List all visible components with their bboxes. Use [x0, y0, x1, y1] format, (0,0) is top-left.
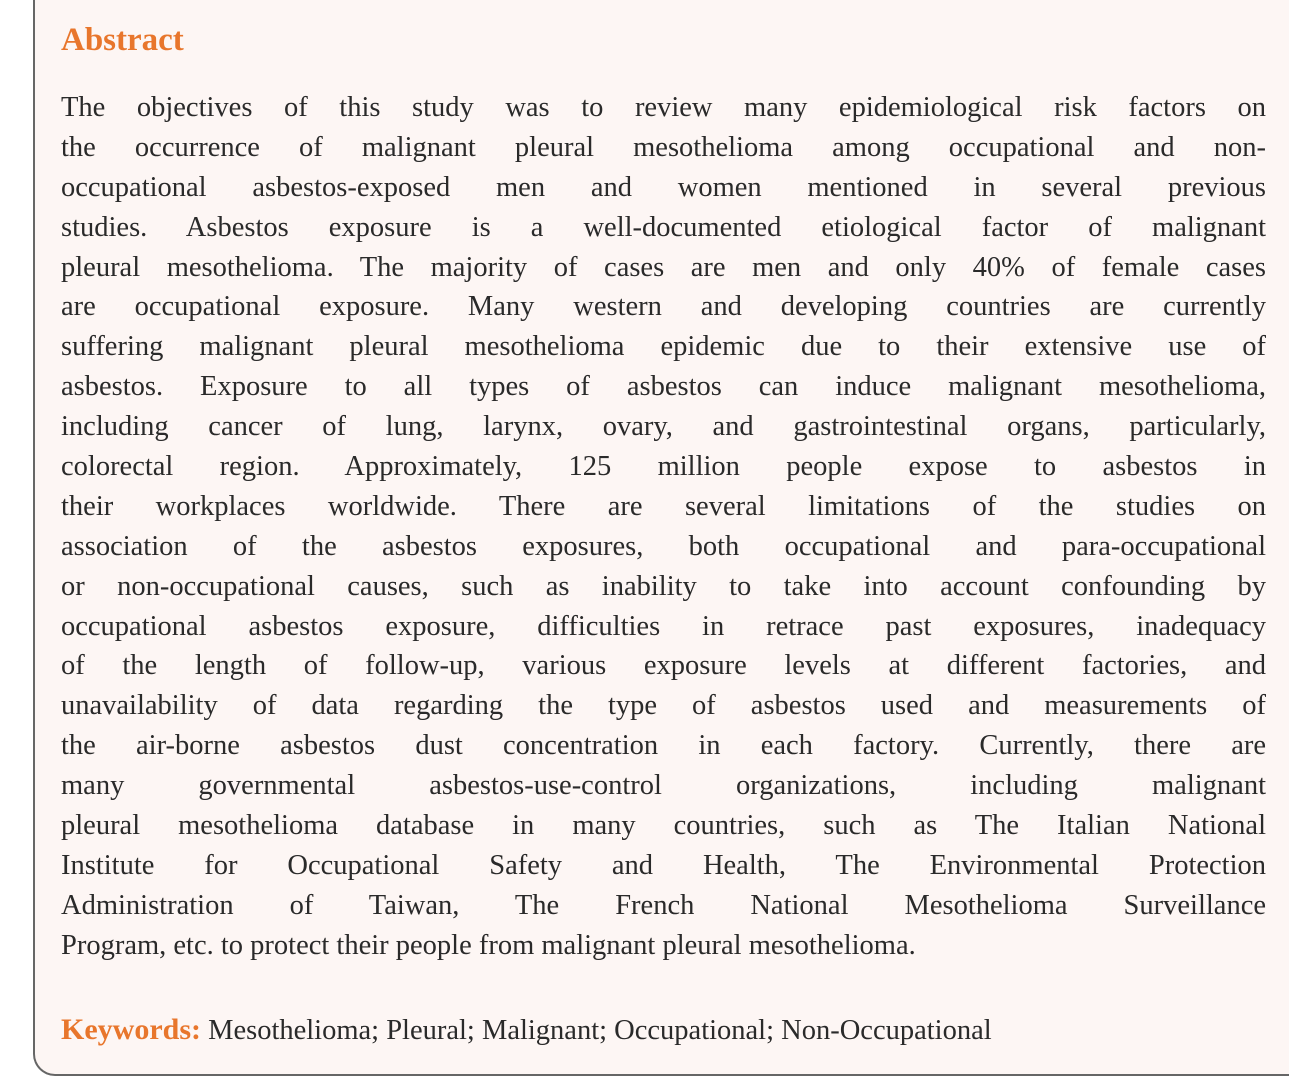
abstract-line: unavailability of data regarding the type of asbestos used and measurements of: [61, 690, 1266, 722]
abstract-line: are occupational exposure. Many western and developing countries are currently: [61, 291, 1266, 323]
abstract-line: the air-borne asbestos dust concentration in each factory. Currently, there are: [61, 730, 1266, 762]
abstract-line: their workplaces worldwide. There are several limitations of the studies on: [61, 490, 1266, 522]
abstract-line: association of the asbestos exposures, both occupational and para-occupational: [61, 530, 1266, 562]
abstract-line: suffering malignant pleural mesothelioma epidemic due to their extensive use of: [61, 331, 1266, 363]
abstract-line: or non-occupational causes, such as inability to take into account confounding by: [61, 570, 1266, 602]
abstract-line: pleural mesothelioma database in many countries, such as The Italian National: [61, 810, 1266, 842]
abstract-line: occupational asbestos exposure, difficulties in retrace past exposures, inadequacy: [61, 610, 1266, 642]
abstract-line: studies. Asbestos exposure is a well-documented etiological factor of malignant: [61, 211, 1266, 243]
abstract-body: [61, 88, 1266, 966]
abstract-line: asbestos. Exposure to all types of asbestos can induce malignant mesothelioma,: [61, 371, 1266, 403]
abstract-line: Program, etc. to protect their people from malignant pleural mesothelioma.: [61, 929, 916, 961]
abstract-line: of the length of follow-up, various exposure levels at different factories, and: [61, 650, 1266, 682]
keywords-label: Keywords:: [61, 1013, 201, 1046]
abstract-line: colorectal region. Approximately, 125 million people expose to asbestos in: [61, 451, 1266, 483]
abstract-line: occupational asbestos-exposed men and women mentioned in several previous: [61, 171, 1266, 203]
abstract-line: the occurrence of malignant pleural mesothelioma among occupational and non-: [61, 131, 1266, 163]
abstract-line: many governmental asbestos-use-control organizations, including malignant: [61, 770, 1266, 802]
abstract-line: Administration of Taiwan, The French National Mesothelioma Surveillance: [61, 889, 1266, 921]
abstract-heading: Abstract: [61, 22, 184, 58]
abstract-line: pleural mesothelioma. The majority of cases are men and only 40% of female cases: [61, 251, 1266, 283]
abstract-line: including cancer of lung, larynx, ovary, and gastrointestinal organs, particularly,: [61, 411, 1266, 443]
abstract-line: Institute for Occupational Safety and Health, The Environmental Protection: [61, 849, 1266, 881]
keywords: [61, 1010, 992, 1051]
keywords-value: Mesothelioma; Pleural; Malignant; Occupational; Non-Occupational: [208, 1015, 992, 1046]
abstract-line: The objectives of this study was to review many epidemiological risk factors on: [61, 92, 1266, 123]
